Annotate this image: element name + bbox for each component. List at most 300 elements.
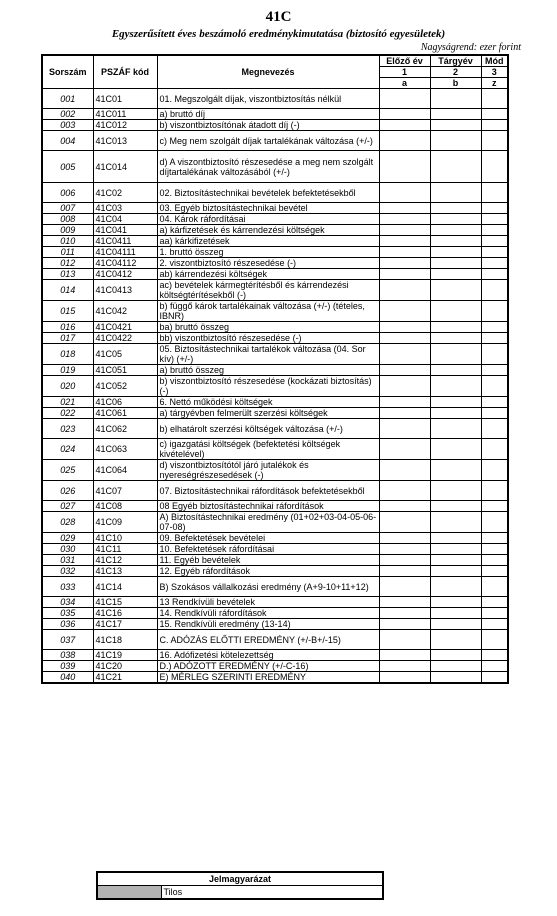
row-name: D.) ADÓZOTT EREDMÉNY (+/-C-16) [157, 661, 379, 672]
mod-cell[interactable] [481, 258, 508, 269]
table-row [42, 619, 508, 630]
table-row [42, 630, 508, 650]
row-number: 018 [42, 344, 93, 365]
current-year-cell[interactable] [430, 533, 481, 544]
row-pszaf-code: 41C12 [93, 555, 157, 566]
header-letter-b: b [430, 78, 481, 89]
current-year-cell[interactable] [430, 501, 481, 512]
previous-year-cell[interactable] [379, 203, 430, 214]
row-number: 025 [42, 460, 93, 481]
table-row [42, 481, 508, 501]
row-number: 030 [42, 544, 93, 555]
current-year-cell[interactable] [430, 608, 481, 619]
row-number: 032 [42, 566, 93, 577]
row-number: 024 [42, 439, 93, 460]
mod-cell[interactable] [481, 151, 508, 183]
row-name: b) függő károk tartalékainak változása (+/-) (tételes, IBNR) [157, 301, 379, 322]
previous-year-cell[interactable] [379, 597, 430, 608]
table-row [42, 608, 508, 619]
mod-cell[interactable] [481, 533, 508, 544]
row-pszaf-code: 41C17 [93, 619, 157, 630]
row-name: A) Biztosítástechnikai eredmény (01+02+03-04-05-06-07-08) [157, 512, 379, 533]
row-pszaf-code: 41C13 [93, 566, 157, 577]
row-pszaf-code: 41C04 [93, 214, 157, 225]
current-year-cell[interactable] [430, 269, 481, 280]
row-name: 05. Biztosítástechnikai tartalékok változása (04. Sor kív) (+/-) [157, 344, 379, 365]
table-row [42, 258, 508, 269]
legend-title: Jelmagyarázat [97, 872, 383, 886]
current-year-cell[interactable] [430, 397, 481, 408]
legend-swatch [97, 886, 161, 900]
row-number: 014 [42, 280, 93, 301]
table-row [42, 333, 508, 344]
table-row [42, 672, 508, 684]
current-year-cell[interactable] [430, 247, 481, 258]
row-number: 035 [42, 608, 93, 619]
current-year-cell[interactable] [430, 597, 481, 608]
row-pszaf-code: 41C02 [93, 183, 157, 203]
current-year-cell[interactable] [430, 630, 481, 650]
current-year-cell[interactable] [430, 544, 481, 555]
table-row [42, 269, 508, 280]
row-name: b) viszontbiztosító részesedése (kockázati biztosítás) (-) [157, 376, 379, 397]
previous-year-cell[interactable] [379, 151, 430, 183]
row-name: 04. Károk ráfordításai [157, 214, 379, 225]
form-code-title: 41C [265, 9, 292, 25]
mod-cell[interactable] [481, 597, 508, 608]
mod-cell[interactable] [481, 577, 508, 597]
previous-year-cell[interactable] [379, 630, 430, 650]
mod-cell[interactable] [481, 619, 508, 630]
row-name: 11. Egyéb bevételek [157, 555, 379, 566]
table-row [42, 322, 508, 333]
row-name: 02. Biztosítástechnikai bevételek befektetésekből [157, 183, 379, 203]
row-pszaf-code: 41C041 [93, 225, 157, 236]
mod-cell[interactable] [481, 419, 508, 439]
row-number: 008 [42, 214, 93, 225]
previous-year-cell[interactable] [379, 419, 430, 439]
current-year-cell[interactable] [430, 120, 481, 131]
previous-year-cell[interactable] [379, 269, 430, 280]
row-pszaf-code: 41C062 [93, 419, 157, 439]
row-number: 013 [42, 269, 93, 280]
row-pszaf-code: 41C052 [93, 376, 157, 397]
row-name: bb) viszontbiztosító részesedése (-) [157, 333, 379, 344]
table-row [42, 512, 508, 533]
header-megnevezes: Megnevezés [157, 55, 379, 89]
mod-cell[interactable] [481, 203, 508, 214]
mod-cell[interactable] [481, 555, 508, 566]
table-row [42, 151, 508, 183]
current-year-cell[interactable] [430, 214, 481, 225]
current-year-cell[interactable] [430, 236, 481, 247]
mod-cell[interactable] [481, 109, 508, 120]
row-name: 2. viszontbiztosító részesedése (-) [157, 258, 379, 269]
previous-year-cell[interactable] [379, 566, 430, 577]
row-number: 004 [42, 131, 93, 151]
row-number: 034 [42, 597, 93, 608]
header-letter-a: a [379, 78, 430, 89]
table-row [42, 408, 508, 419]
current-year-cell[interactable] [430, 151, 481, 183]
current-year-cell[interactable] [430, 376, 481, 397]
header-pszaf-kod: PSZÁF kód [93, 55, 157, 89]
row-pszaf-code: 41C051 [93, 365, 157, 376]
table-row [42, 650, 508, 661]
current-year-cell[interactable] [430, 419, 481, 439]
header-targyev: Tárgyév [430, 55, 481, 67]
mod-cell[interactable] [481, 280, 508, 301]
previous-year-cell[interactable] [379, 608, 430, 619]
row-number: 026 [42, 481, 93, 501]
table-row [42, 566, 508, 577]
row-name: a) bruttó díj [157, 109, 379, 120]
current-year-cell[interactable] [430, 577, 481, 597]
current-year-cell[interactable] [430, 481, 481, 501]
row-pszaf-code: 41C0412 [93, 269, 157, 280]
mod-cell[interactable] [481, 214, 508, 225]
table-row [42, 109, 508, 120]
row-pszaf-code: 41C07 [93, 481, 157, 501]
mod-cell[interactable] [481, 89, 508, 109]
mod-cell[interactable] [481, 376, 508, 397]
mod-cell[interactable] [481, 501, 508, 512]
row-number: 029 [42, 533, 93, 544]
table-row [42, 225, 508, 236]
row-pszaf-code: 41C061 [93, 408, 157, 419]
table-row [42, 555, 508, 566]
table-row [42, 419, 508, 439]
mod-cell[interactable] [481, 344, 508, 365]
current-year-cell[interactable] [430, 280, 481, 301]
mod-cell[interactable] [481, 247, 508, 258]
previous-year-cell[interactable] [379, 333, 430, 344]
previous-year-cell[interactable] [379, 439, 430, 460]
row-name: 14. Rendkívüli ráfordítások [157, 608, 379, 619]
mod-cell[interactable] [481, 397, 508, 408]
row-number: 010 [42, 236, 93, 247]
previous-year-cell[interactable] [379, 109, 430, 120]
current-year-cell[interactable] [430, 460, 481, 481]
row-pszaf-code: 41C064 [93, 460, 157, 481]
previous-year-cell[interactable] [379, 225, 430, 236]
header-num-1: 1 [379, 67, 430, 78]
previous-year-cell[interactable] [379, 183, 430, 203]
previous-year-cell[interactable] [379, 131, 430, 151]
current-year-cell[interactable] [430, 109, 481, 120]
table-row [42, 397, 508, 408]
row-number: 027 [42, 501, 93, 512]
mod-cell[interactable] [481, 544, 508, 555]
row-number: 009 [42, 225, 93, 236]
row-number: 003 [42, 120, 93, 131]
table-row [42, 376, 508, 397]
row-pszaf-code: 41C0422 [93, 333, 157, 344]
current-year-cell[interactable] [430, 439, 481, 460]
row-pszaf-code: 41C19 [93, 650, 157, 661]
current-year-cell[interactable] [430, 672, 481, 684]
previous-year-cell[interactable] [379, 533, 430, 544]
row-pszaf-code: 41C05 [93, 344, 157, 365]
row-name: c) igazgatási költségek (befektetési költségek kivételével) [157, 439, 379, 460]
previous-year-cell[interactable] [379, 661, 430, 672]
table-row [42, 247, 508, 258]
current-year-cell[interactable] [430, 344, 481, 365]
row-name: 15. Rendkívüli eredmény (13-14) [157, 619, 379, 630]
mod-cell[interactable] [481, 301, 508, 322]
row-pszaf-code: 41C0411 [93, 236, 157, 247]
table-row [42, 597, 508, 608]
previous-year-cell[interactable] [379, 408, 430, 419]
row-name: 08 Egyéb biztosítástechnikai ráfordítások [157, 501, 379, 512]
current-year-cell[interactable] [430, 650, 481, 661]
previous-year-cell[interactable] [379, 619, 430, 630]
row-pszaf-code: 41C06 [93, 397, 157, 408]
header-sorszam: Sorszám [42, 55, 93, 89]
row-name: 01. Megszolgált díjak, viszontbiztosítás nélkül [157, 89, 379, 109]
row-name: 13 Rendkívüli bevételek [157, 597, 379, 608]
previous-year-cell[interactable] [379, 460, 430, 481]
row-name: 10. Befektetések ráfordításai [157, 544, 379, 555]
current-year-cell[interactable] [430, 365, 481, 376]
current-year-cell[interactable] [430, 258, 481, 269]
previous-year-cell[interactable] [379, 672, 430, 684]
current-year-cell[interactable] [430, 301, 481, 322]
header-num-2: 2 [430, 67, 481, 78]
row-number: 028 [42, 512, 93, 533]
mod-cell[interactable] [481, 365, 508, 376]
row-pszaf-code: 41C04111 [93, 247, 157, 258]
table-row [42, 544, 508, 555]
row-name: a) tárgyévben felmerült szerzési költségek [157, 408, 379, 419]
table-row [42, 577, 508, 597]
current-year-cell[interactable] [430, 661, 481, 672]
table-row [42, 439, 508, 460]
current-year-cell[interactable] [430, 89, 481, 109]
row-pszaf-code: 41C012 [93, 120, 157, 131]
row-pszaf-code: 41C013 [93, 131, 157, 151]
mod-cell[interactable] [481, 408, 508, 419]
row-name: 07. Biztosítástechnikai ráfordítások befektetésekből [157, 481, 379, 501]
row-pszaf-code: 41C10 [93, 533, 157, 544]
current-year-cell[interactable] [430, 619, 481, 630]
table-row [42, 183, 508, 203]
previous-year-cell[interactable] [379, 322, 430, 333]
row-name: 1. bruttó összeg [157, 247, 379, 258]
previous-year-cell[interactable] [379, 512, 430, 533]
row-name: a) bruttó összeg [157, 365, 379, 376]
table-row [42, 120, 508, 131]
row-number: 001 [42, 89, 93, 109]
previous-year-cell[interactable] [379, 89, 430, 109]
table-body [42, 89, 508, 684]
row-number: 039 [42, 661, 93, 672]
table-row [42, 89, 508, 109]
row-name: aa) kárkifizetések [157, 236, 379, 247]
row-pszaf-code: 41C014 [93, 151, 157, 183]
mod-cell[interactable] [481, 512, 508, 533]
mod-cell[interactable] [481, 236, 508, 247]
mod-cell[interactable] [481, 661, 508, 672]
row-number: 036 [42, 619, 93, 630]
table-row [42, 365, 508, 376]
table-row [42, 236, 508, 247]
previous-year-cell[interactable] [379, 376, 430, 397]
row-name: 03. Egyéb biztosítástechnikai bevétel [157, 203, 379, 214]
previous-year-cell[interactable] [379, 544, 430, 555]
row-name: ba) bruttó összeg [157, 322, 379, 333]
previous-year-cell[interactable] [379, 236, 430, 247]
row-name: b) elhatárolt szerzési költségek változása (+/-) [157, 419, 379, 439]
row-pszaf-code: 41C01 [93, 89, 157, 109]
table-row [42, 301, 508, 322]
table-row [42, 214, 508, 225]
row-number: 021 [42, 397, 93, 408]
row-pszaf-code: 41C063 [93, 439, 157, 460]
row-pszaf-code: 41C11 [93, 544, 157, 555]
row-number: 023 [42, 419, 93, 439]
previous-year-cell[interactable] [379, 247, 430, 258]
mod-cell[interactable] [481, 269, 508, 280]
header-letter-z: z [481, 78, 508, 89]
row-number: 011 [42, 247, 93, 258]
current-year-cell[interactable] [430, 131, 481, 151]
row-number: 012 [42, 258, 93, 269]
previous-year-cell[interactable] [379, 301, 430, 322]
mod-cell[interactable] [481, 183, 508, 203]
mod-cell[interactable] [481, 460, 508, 481]
row-number: 016 [42, 322, 93, 333]
row-name: C. ADÓZÁS ELŐTTI EREDMÉNY (+/-B+/-15) [157, 630, 379, 650]
table-row [42, 344, 508, 365]
table-row [42, 501, 508, 512]
form-subtitle: Egyszerűsített éves beszámoló eredménykimutatása (biztosító egyesületek) [111, 28, 446, 40]
row-pszaf-code: 41C08 [93, 501, 157, 512]
row-number: 040 [42, 672, 93, 684]
current-year-cell[interactable] [430, 225, 481, 236]
row-number: 002 [42, 109, 93, 120]
mod-cell[interactable] [481, 566, 508, 577]
row-number: 019 [42, 365, 93, 376]
previous-year-cell[interactable] [379, 481, 430, 501]
row-pszaf-code: 41C042 [93, 301, 157, 322]
row-name: ab) kárrendezési költségek [157, 269, 379, 280]
previous-year-cell[interactable] [379, 577, 430, 597]
row-number: 007 [42, 203, 93, 214]
previous-year-cell[interactable] [379, 280, 430, 301]
previous-year-cell[interactable] [379, 214, 430, 225]
table-row [42, 203, 508, 214]
row-number: 005 [42, 151, 93, 183]
current-year-cell[interactable] [430, 203, 481, 214]
mod-cell[interactable] [481, 131, 508, 151]
mod-cell[interactable] [481, 650, 508, 661]
current-year-cell[interactable] [430, 555, 481, 566]
mod-cell[interactable] [481, 322, 508, 333]
previous-year-cell[interactable] [379, 344, 430, 365]
header-elozo-ev: Előző év [379, 55, 430, 67]
mod-cell[interactable] [481, 225, 508, 236]
row-number: 020 [42, 376, 93, 397]
previous-year-cell[interactable] [379, 555, 430, 566]
row-number: 037 [42, 630, 93, 650]
current-year-cell[interactable] [430, 183, 481, 203]
previous-year-cell[interactable] [379, 650, 430, 661]
row-name: 16. Adófizetési kötelezettség [157, 650, 379, 661]
row-number: 031 [42, 555, 93, 566]
mod-cell[interactable] [481, 608, 508, 619]
legend-item-label: Tilos [161, 886, 383, 900]
row-pszaf-code: 41C04112 [93, 258, 157, 269]
row-pszaf-code: 41C20 [93, 661, 157, 672]
row-pszaf-code: 41C0421 [93, 322, 157, 333]
current-year-cell[interactable] [430, 566, 481, 577]
row-number: 022 [42, 408, 93, 419]
row-name: d) viszontbiztosítótól járó jutalékok és nyereségrészesedések (-) [157, 460, 379, 481]
row-pszaf-code: 41C0413 [93, 280, 157, 301]
previous-year-cell[interactable] [379, 120, 430, 131]
table-row [42, 280, 508, 301]
row-pszaf-code: 41C011 [93, 109, 157, 120]
header-mod: Mód [481, 55, 508, 67]
income-statement-table [41, 54, 509, 684]
previous-year-cell[interactable] [379, 501, 430, 512]
row-pszaf-code: 41C09 [93, 512, 157, 533]
row-pszaf-code: 41C21 [93, 672, 157, 684]
row-name: c) Meg nem szolgált díjak tartalékának változása (+/-) [157, 131, 379, 151]
row-pszaf-code: 41C18 [93, 630, 157, 650]
legend-table [96, 871, 384, 900]
row-name: ac) bevételek kármegtérítésből és kárrendezési költségtérítésekből (-) [157, 280, 379, 301]
row-number: 038 [42, 650, 93, 661]
table-row [42, 533, 508, 544]
row-name: b) viszontbiztosítónak átadott díj (-) [157, 120, 379, 131]
previous-year-cell[interactable] [379, 365, 430, 376]
row-name: 09. Befektetések bevételei [157, 533, 379, 544]
mod-cell[interactable] [481, 481, 508, 501]
row-pszaf-code: 41C03 [93, 203, 157, 214]
current-year-cell[interactable] [430, 408, 481, 419]
row-pszaf-code: 41C14 [93, 577, 157, 597]
row-pszaf-code: 41C15 [93, 597, 157, 608]
row-name: 6. Nettó működési költségek [157, 397, 379, 408]
row-name: a) kárfizetések és kárrendezési költségek [157, 225, 379, 236]
row-name: B) Szokásos vállalkozási eredmény (A+9-10+11+12) [157, 577, 379, 597]
previous-year-cell[interactable] [379, 258, 430, 269]
previous-year-cell[interactable] [379, 397, 430, 408]
table-row [42, 131, 508, 151]
header-num-3: 3 [481, 67, 508, 78]
row-number: 017 [42, 333, 93, 344]
mod-cell[interactable] [481, 439, 508, 460]
current-year-cell[interactable] [430, 322, 481, 333]
row-number: 015 [42, 301, 93, 322]
row-name: E) MÉRLEG SZERINTI EREDMÉNY [157, 672, 379, 684]
table-row [42, 661, 508, 672]
current-year-cell[interactable] [430, 333, 481, 344]
row-name: d) A viszontbiztosító részesedése a meg nem szolgált díjtartalékának változásából (+/-) [157, 151, 379, 183]
mod-cell[interactable] [481, 672, 508, 684]
row-pszaf-code: 41C16 [93, 608, 157, 619]
row-number: 006 [42, 183, 93, 203]
row-name: 12. Egyéb ráfordítások [157, 566, 379, 577]
unit-label: Nagyságrend: ezer forint [420, 42, 521, 53]
mod-cell[interactable] [481, 630, 508, 650]
current-year-cell[interactable] [430, 512, 481, 533]
mod-cell[interactable] [481, 120, 508, 131]
table-row [42, 460, 508, 481]
mod-cell[interactable] [481, 333, 508, 344]
